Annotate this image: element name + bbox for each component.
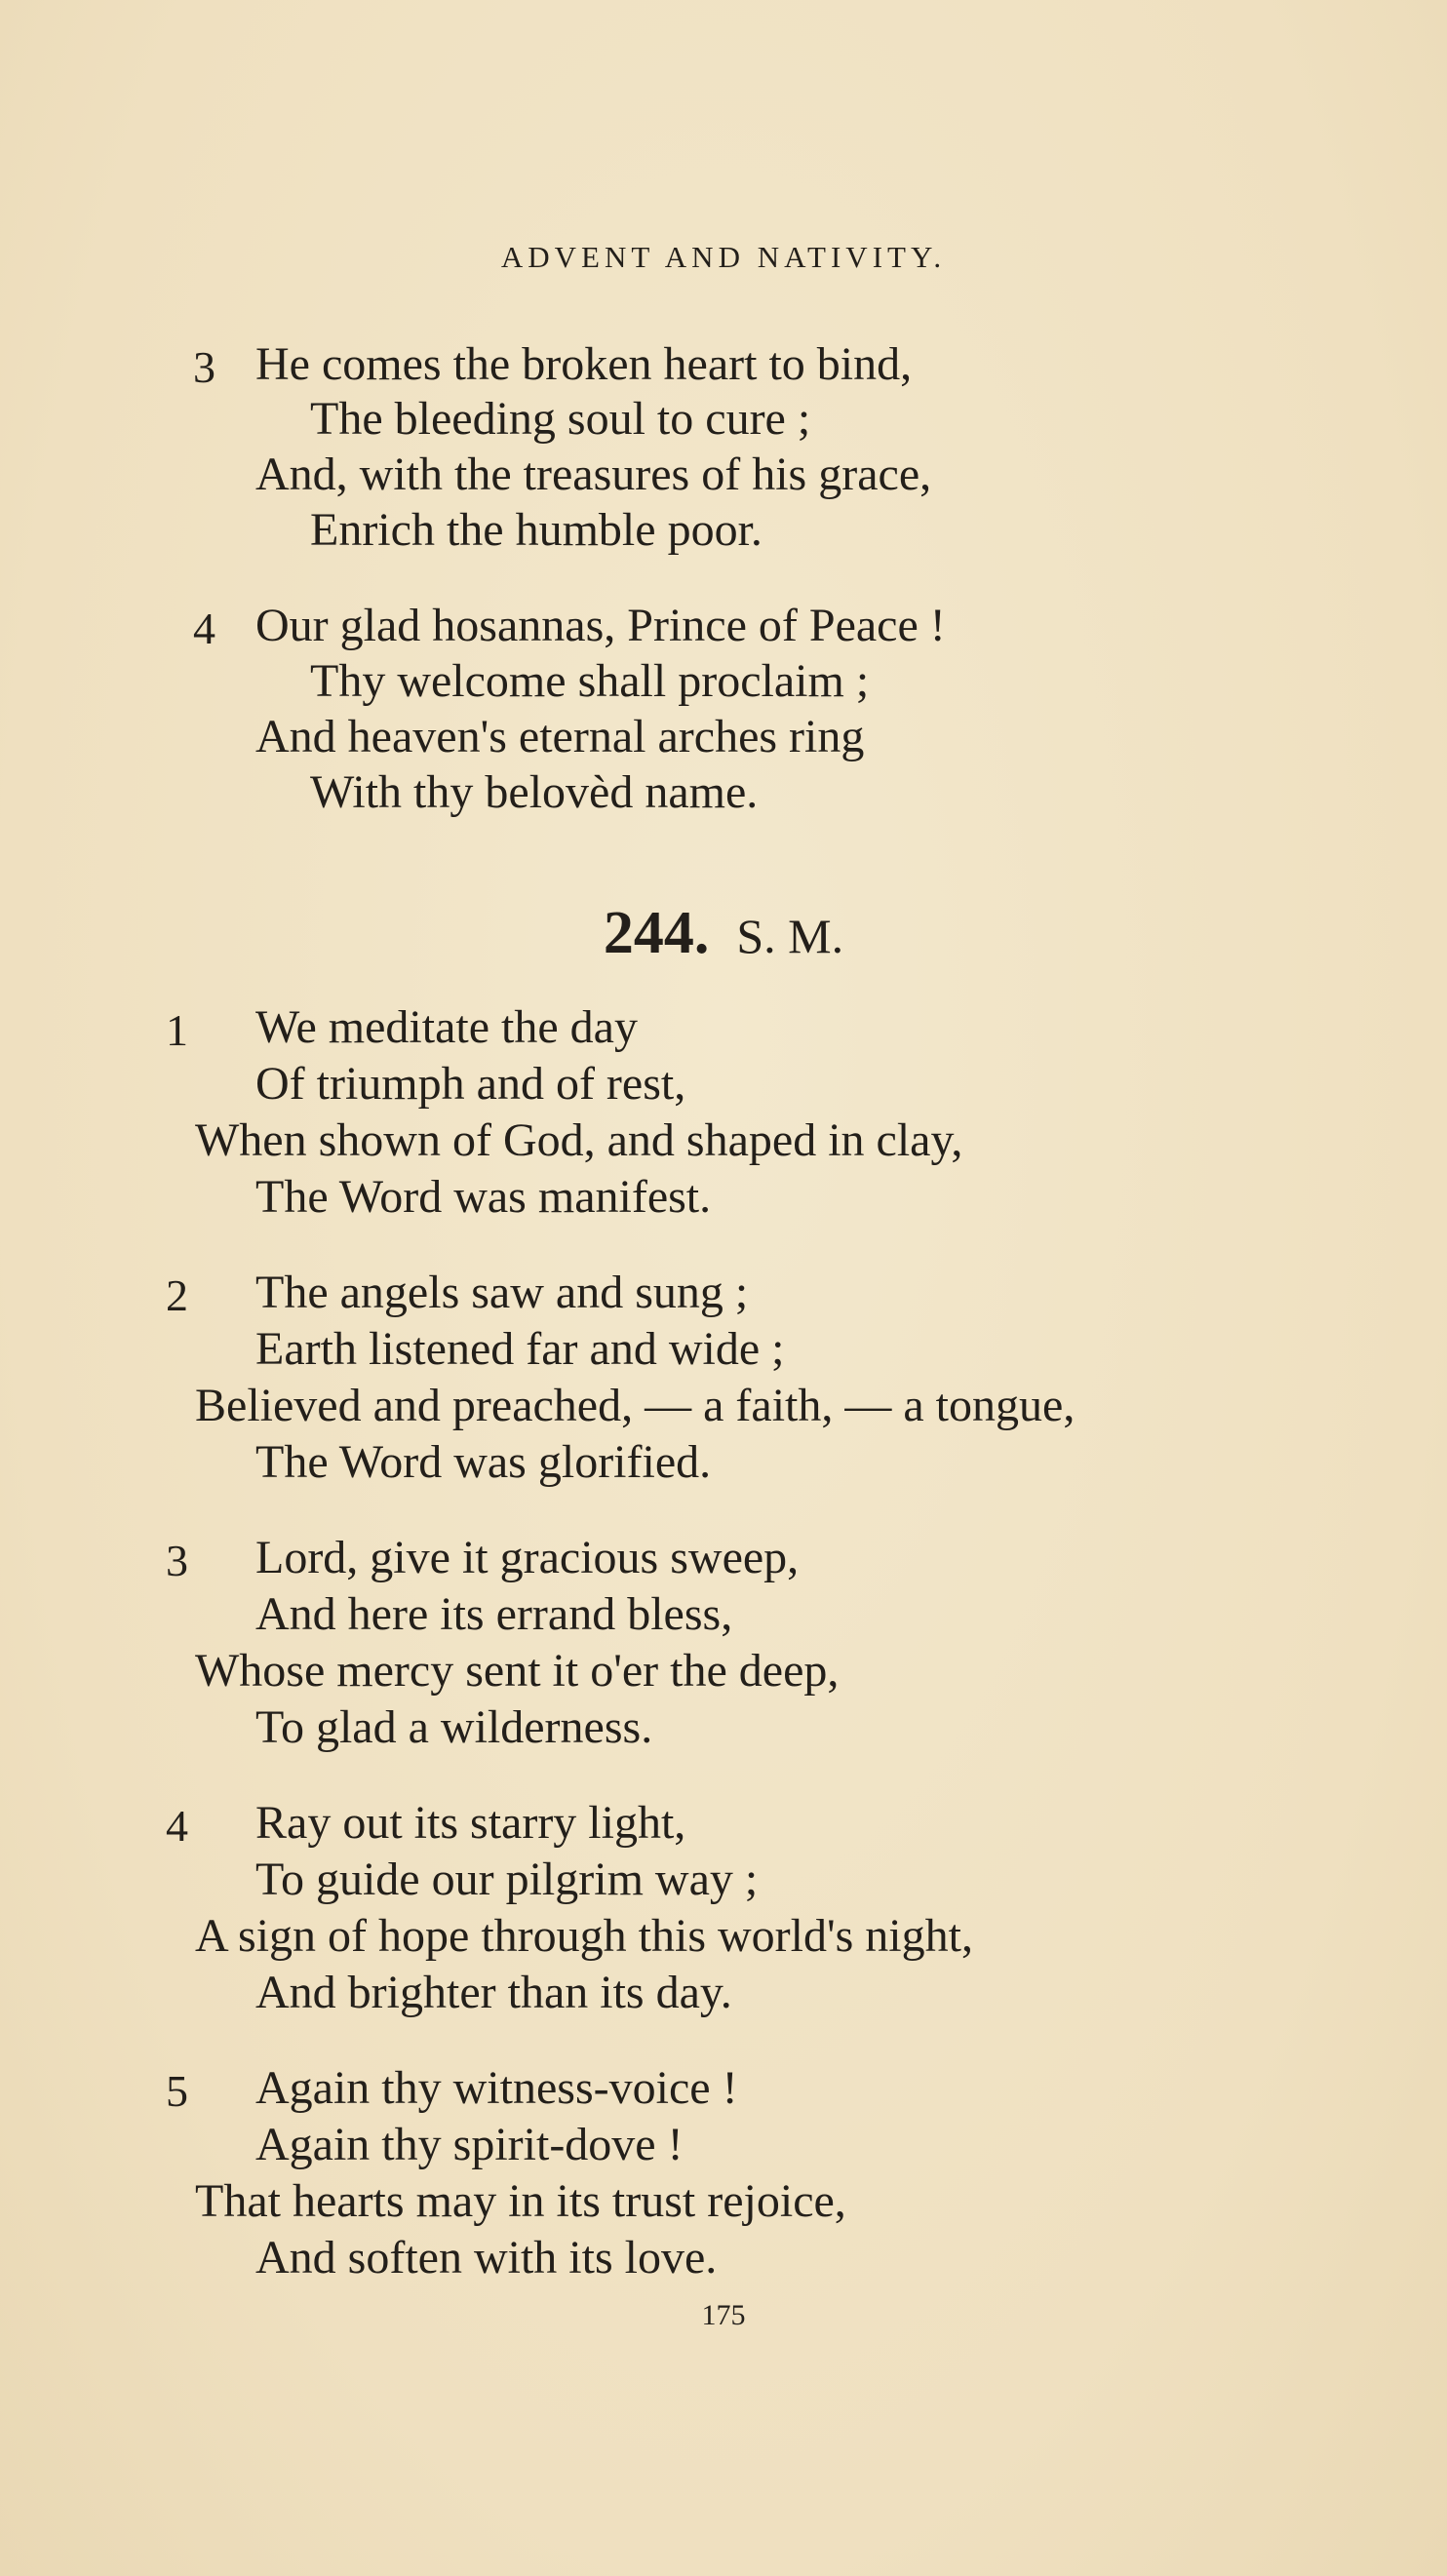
verse-line: We meditate the day	[255, 1001, 638, 1053]
verse-line: To guide our pilgrim way ;	[255, 1854, 759, 1905]
hymn-meter: S. M.	[736, 909, 844, 963]
stanza-number: 3	[193, 342, 215, 392]
hymn-number: 244.	[603, 900, 710, 966]
page-number: 175	[701, 2299, 746, 2331]
stanza-number: 2	[166, 1270, 188, 1320]
verse-line: And here its errand bless,	[255, 1588, 733, 1640]
verse-line: A sign of hope through this world's night,	[195, 1910, 973, 1962]
verse-line: Enrich the humble poor.	[310, 504, 763, 556]
verse-line: Again thy witness-voice !	[255, 2062, 738, 2114]
verse-line: Whose mercy sent it o'er the deep,	[195, 1645, 840, 1697]
stanza-number: 5	[166, 2066, 188, 2116]
verse-line: When shown of God, and shaped in clay,	[195, 1114, 963, 1166]
stanza-number: 3	[166, 1536, 188, 1585]
verse-line: Ray out its starry light,	[255, 1797, 686, 1849]
verse-line: With thy belovèd name.	[310, 766, 759, 818]
verse-line: The angels saw and sung ;	[255, 1267, 749, 1318]
verse-line: Thy welcome shall proclaim ;	[310, 655, 870, 707]
running-header: ADVENT AND NATIVITY.	[500, 240, 947, 274]
verse-line: And, with the treasures of his grace,	[255, 449, 932, 500]
hymn-heading	[0, 899, 1447, 968]
verse-line: That hearts may in its trust rejoice,	[195, 2175, 846, 2227]
verse-line: Of triumph and of rest,	[255, 1058, 686, 1110]
stanza-number: 4	[193, 604, 215, 653]
verse-line: And brighter than its day.	[255, 1967, 732, 2018]
verse-line: Lord, give it gracious sweep,	[255, 1532, 800, 1583]
verse-line: To glad a wilderness.	[255, 1701, 653, 1753]
verse-line: The Word was glorified.	[255, 1436, 712, 1488]
verse-line: Believed and preached, — a faith, — a tongue,	[195, 1380, 1075, 1431]
verse-line: Again thy spirit-dove !	[255, 2119, 684, 2170]
verse-line: And soften with its love.	[255, 2232, 718, 2283]
verse-line: And heaven's eternal arches ring	[255, 711, 865, 762]
verse-line: Earth listened far and wide ;	[255, 1323, 785, 1375]
stanza-number: 4	[166, 1801, 188, 1851]
verse-line: The Word was manifest.	[255, 1171, 712, 1223]
verse-line: He comes the broken heart to bind,	[255, 338, 913, 390]
verse-line: Our glad hosannas, Prince of Peace !	[255, 600, 946, 651]
verse-line: The bleeding soul to cure ;	[310, 393, 811, 445]
stanza-number: 1	[166, 1005, 188, 1055]
